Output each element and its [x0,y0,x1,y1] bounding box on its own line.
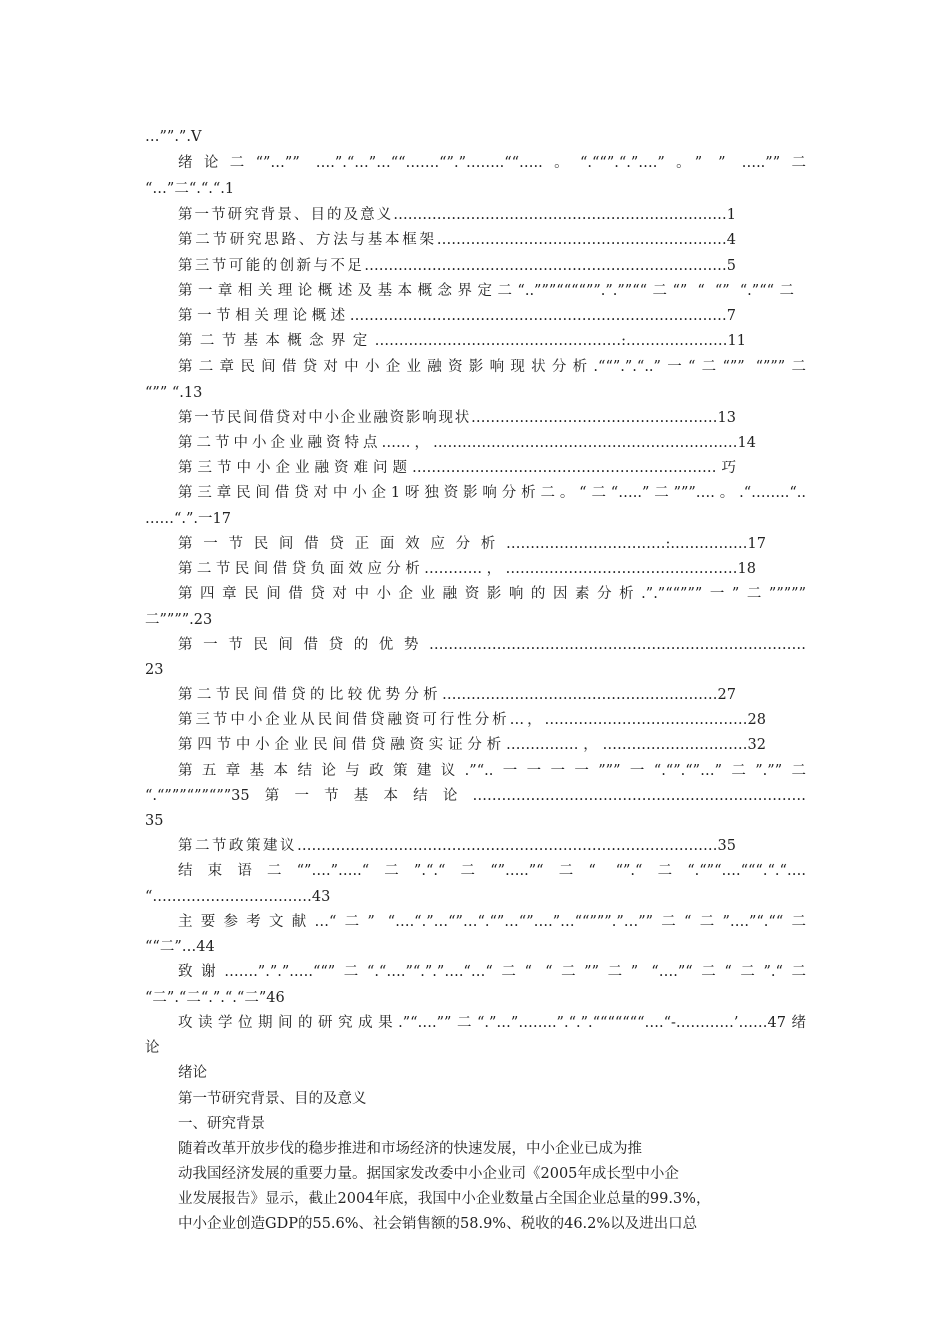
toc-line: 第三节可能的创新与不足…………………………………………………………………5 [178,258,736,274]
toc-line: 第四章民间借贷对中小企业融资影响的因素分析.”.”““”””一”二””””” [178,586,806,602]
toc-line: 致谢…….”.”.”.….““”二“.“….”“.”.”….“…“二“ “二””二” “….”“二“二”.“二 [178,964,806,980]
toc-line: 第三节中小企业从民间借贷融资可行性分析…，……………………………………28 [178,712,766,728]
toc-line: 第四节中小企业民间借贷融资实证分析……………，…………………………32 [178,737,766,753]
toc-line: 第二节中小企业融资特点……，………………………………………………………14 [178,435,756,451]
toc-line: 结束语二“”….”…..“二”.“.“二“”…..”“二“ “”.“二“.“”“….“““.“.“…. [178,863,806,879]
toc-line: 第一节民间借贷对中小企业融资影响现状……………………………………………13 [178,410,736,426]
paragraph-line: 随着改革开放步伐的稳步推进和市场经济的快速发展，中小企业已成为推 [178,1141,642,1157]
subsection-heading: 一、研究背景 [178,1116,265,1132]
toc-line: 第一节民间借贷正面效应分析……………………………:.……………17 [178,536,766,552]
toc-line: 第三节中小企业融资难问题………………………………………………………巧 [178,460,736,476]
paragraph-line: 中小企业创造GDP的55.6%、社会销售额的58.9%、税收的46.2%以及进出口总 [178,1216,698,1232]
toc-line: 第二节民间借贷的比较优势分析…………………………………………………27 [178,687,736,703]
toc-line: “……………………………43 [145,889,331,905]
toc-line: 二””””.23 [145,612,213,628]
paragraph-line: 动我国经济发展的重要力量。据国家发改委中小企业司《2005年成长型中小企 [178,1166,679,1182]
toc-line: “…”二“.“.“.1 [145,181,235,197]
toc-line: 主要参考文献…“二” “….“.”…“”…“.“”…“”….”…““”””.”…””二“二”….”“.““二 [178,914,806,930]
toc-line: 第二节基本概念界定……………………………………………:…………………11 [178,333,746,349]
toc-line: ““二”…44 [145,939,215,955]
toc-line: “”” “.13 [145,385,203,401]
section-heading: 第一节研究背景、目的及意义 [178,1091,367,1107]
chapter-heading: 绪论 [178,1065,207,1081]
toc-line: 第一章相关理论概述及基本概念界定二“..”””““““””.”.””““二“” “ “” “.”““二 [178,283,794,299]
toc-line: 23 [145,662,164,678]
toc-line: ……“.”.一17 [145,511,231,527]
toc-line: 第一节民间借贷的优势…………………………………………………………………… [178,637,806,653]
toc-line: 论 [145,1040,160,1056]
toc-line: 攻读学位期间的研究成果.”“….””二“.”…”……..”.“.”.“““““““….“-…………’……47绪 [178,1015,806,1031]
toc-line: 第三章民间借贷对中小企1呀独资影响分析二。“二“…..”二”””….。.“……..“.. [178,485,806,501]
toc-line: 第五章基本结论与政策建议.”“..一一一一”””一“.“”.“”…”二”.””二 [178,763,806,779]
toc-line: 绪论二“”…”” ….”.“…”…““…….“”.”……..““…..。“.““”.“.”….”。” ” …..””二 [178,155,806,171]
toc-line: …””.”.V [145,129,202,145]
toc-line: 第二节政策建议……………………………………………………………………………35 [178,838,736,854]
toc-line: “.“”””“””“””35第一节基本结论…………………………………………………………… [145,788,806,804]
toc-line: 第一节研究背景、目的及意义……………………………………………………………1 [178,207,736,223]
toc-line: 第二章民间借贷对中小企业融资影响现状分析.““”.”.“..”一“二“”” “”””二 [178,359,806,375]
toc-line: 第二节民间借贷负面效应分析…………，…………………………………………18 [178,561,756,577]
toc-line: 35 [145,813,164,829]
paragraph-line: 业发展报告》显示，截止2004年底，我国中小企业数量占全国企业总量的99.3%， [178,1191,711,1207]
toc-line: “二”.“二“.”.“.“二”46 [145,990,285,1006]
toc-line: 第一节相关理论概述……………………………………………………………………7 [178,308,736,324]
toc-line: 第二节研究思路、方法与基本框架……………………………………………………4 [178,232,736,248]
